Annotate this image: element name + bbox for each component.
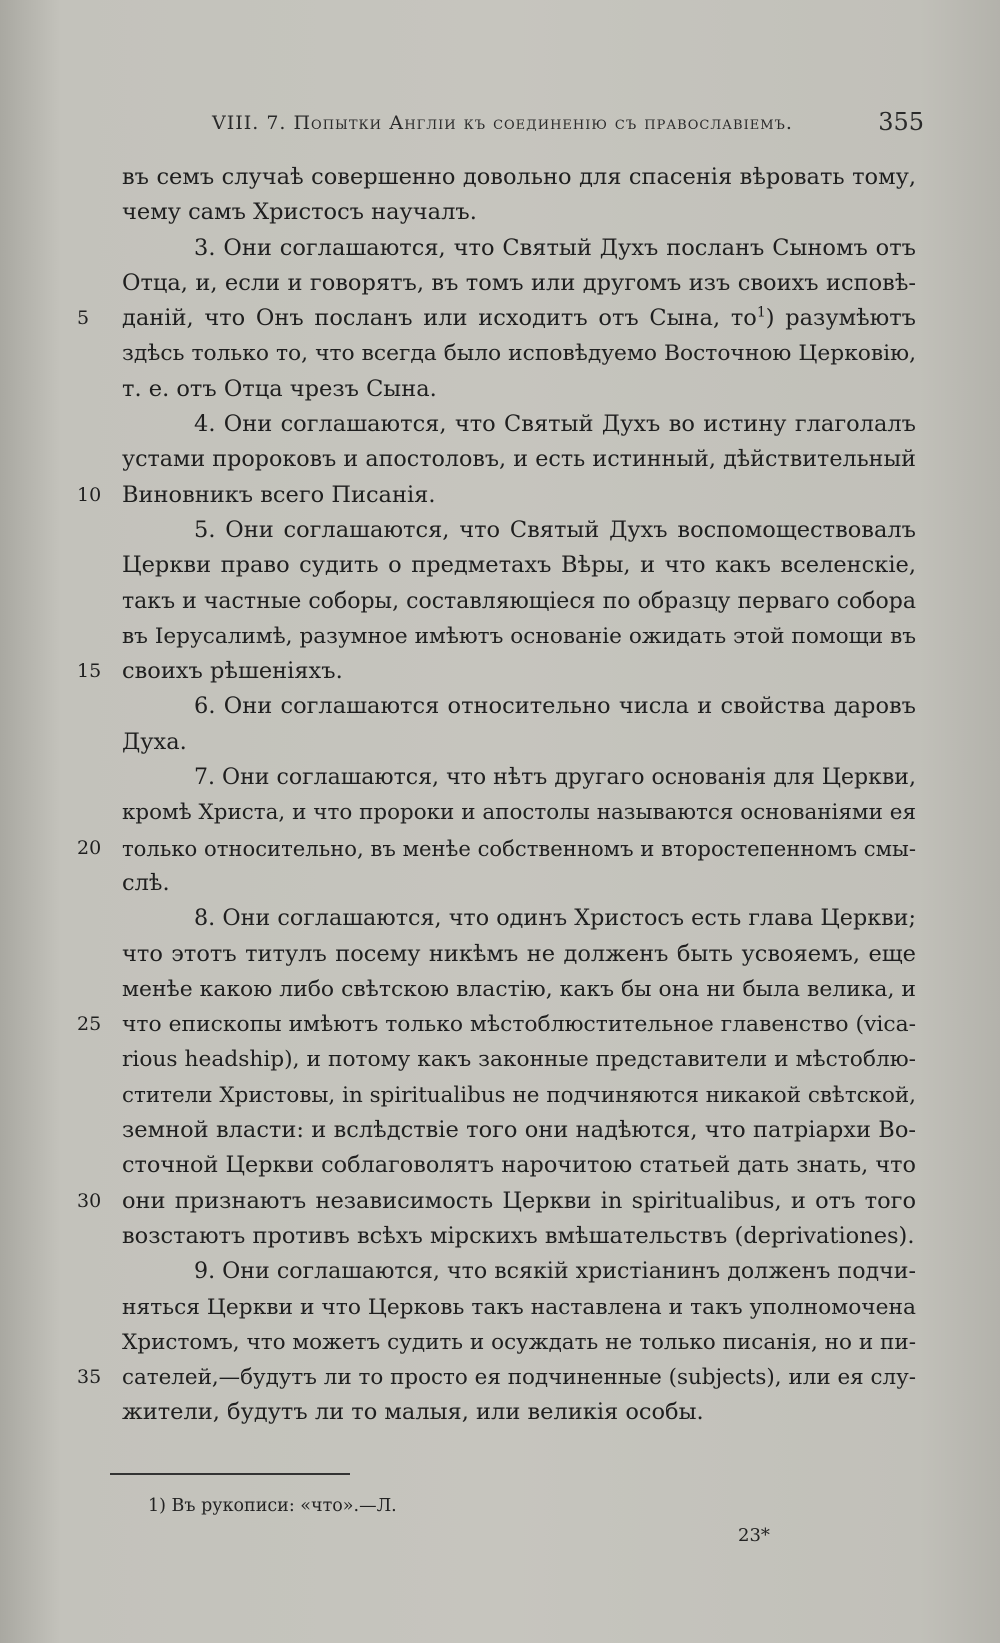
line-text: сточной Церкви соблаговолятъ нарочитою статьей дать знать, что [122,1152,916,1179]
running-title: VIII. 7. Попытки Англiи къ соединенiю съ православiемъ. [212,112,793,134]
text-line [122,584,916,619]
line-number: 25 [77,1013,102,1036]
line-text: земной власти: и вслѣдствiе того они надѣются, что патрiархи Во- [122,1117,916,1144]
footnote-ref: 1 [756,304,766,321]
line-text: 3. Они соглашаются, что Святый Духъ посланъ Сыномъ отъ [194,234,916,261]
line-text: только относительно, въ менѣе собственномъ и второстепенномъ смы- [122,835,916,861]
line-text: Виновникъ всего Писанiя. [122,481,436,508]
line-text: что этотъ титулъ посему никѣмъ не долженъ быть усвояемъ, еще [122,940,916,967]
text-line [122,1254,916,1289]
line-number: 15 [77,660,102,683]
line-number: 20 [77,836,102,859]
line-text: 9. Они соглашаются, что всякiй христiанинъ долженъ подчи- [194,1258,916,1285]
line-text: въ семъ случаѣ совершенно довольно для спасенiя вѣровать тому, [122,164,916,190]
line-text: Духа. [122,728,187,755]
text-line [122,725,916,760]
text-line [122,407,916,442]
line-text: стители Христовы, in spiritualibus не подчиняются никакой свѣтской, [122,1082,916,1108]
line-text: 4. Они соглашаются, что Святый Духъ во истину глаголалъ [194,411,916,438]
line-text: 8. Они соглашаются, что одинъ Христосъ есть глава Церкви; [194,905,916,932]
line-text: данiй, что Онъ посланъ или исходитъ отъ Сына, то [122,305,757,332]
line-text: 6. Они соглашаются относительно числа и свойства даровъ [194,693,916,720]
text-line [122,1290,916,1325]
line-text: Отца, и, если и говорятъ, въ томъ или другомъ изъ своихъ исповѣ- [122,269,916,296]
line-number: 10 [77,483,102,506]
line-text: здѣсь только то, что всегда было исповѣдуемо Восточною Церковiю, [122,341,916,367]
line-text: няться Церкви и что Церковь такъ наставлена и такъ уполномочена [122,1294,916,1320]
text-line [122,619,916,654]
line-number: 5 [77,307,90,330]
page-number: 355 [878,108,924,136]
line-text: слѣ. [122,869,170,896]
line-text: кромѣ Христа, и что пророки и апостолы называются основанiями ея [122,800,916,826]
text-line [122,901,916,936]
line-text: менѣе какою либо свѣтскою властiю, какъ бы она ни была велика, и [122,976,916,1002]
text-line [77,654,916,689]
text-line [122,372,916,407]
text-line [122,866,916,901]
text-line [122,1148,916,1183]
text-line [122,1395,916,1430]
line-text: чему самъ Христосъ научалъ. [122,199,477,226]
line-text: они признаютъ независимость Церкви in spiritualibus, и отъ того [122,1187,916,1214]
page-header [212,108,924,148]
line-text: возстаютъ противъ всѣхъ мiрскихъ вмѣшательствъ (deprivationes). [122,1222,915,1249]
text-line [122,937,916,972]
line-text: сателей,—будутъ ли то просто ея подчиненные (subjects), или ея слу- [122,1365,916,1391]
line-text: т. е. отъ Отца чрезъ Сына. [122,375,437,402]
line-number: 30 [77,1189,102,1212]
text-line [122,266,916,301]
text-line [77,1360,916,1395]
text-line [77,301,916,336]
text-line [122,513,916,548]
text-line [122,689,916,724]
line-text: своихъ рѣшенiяхъ. [122,658,343,685]
line-text-after: ) разумѣютъ [765,305,916,332]
footnote-divider [110,1473,350,1475]
text-line [122,760,916,795]
text-line [122,195,916,230]
text-line [122,1113,916,1148]
text-line [122,160,916,195]
line-text: что епископы имѣютъ только мѣстоблюстительное главенство (vica- [122,1012,916,1038]
line-text: Церкви право судить о предметахъ Вѣры, и что какъ вселенскiе, [122,552,916,579]
text-line [122,1325,916,1360]
line-text: устами пророковъ и апостоловъ, и есть истинный, дѣйствительный [122,446,916,473]
footnote: 1) Въ рукописи: «что».—Л. [148,1496,397,1516]
line-number: 35 [77,1366,102,1389]
line-text: 5. Они соглашаются, что Святый Духъ воспомоществовалъ [194,516,916,543]
body-text [77,160,916,1431]
text-line [77,1184,916,1219]
line-text: Христомъ, что можетъ судить и осуждать не только писанiя, но и пи- [122,1329,916,1355]
text-line [122,1219,916,1254]
text-line [77,831,916,866]
text-line [122,972,916,1007]
text-line [122,336,916,371]
text-line [122,1078,916,1113]
line-text: жители, будутъ ли то малыя, или великiя особы. [122,1399,704,1426]
line-text: такъ и частные соборы, составляющiеся по образцу перваго собора [122,588,916,614]
text-line [122,231,916,266]
text-line [122,548,916,583]
text-line [77,1007,916,1042]
text-line [122,442,916,477]
signature-mark: 23* [738,1525,770,1546]
line-text: 7. Они соглашаются, что нѣтъ другаго основанiя для Церкви, [194,765,916,791]
text-line [122,795,916,830]
text-line [122,1042,916,1077]
line-text: rious headship), и потому какъ законные представители и мѣстоблю- [122,1047,916,1073]
text-line [77,478,916,513]
line-text: въ Iерусалимѣ, разумное имѣютъ основанiе ожидать этой помощи въ [122,623,916,649]
